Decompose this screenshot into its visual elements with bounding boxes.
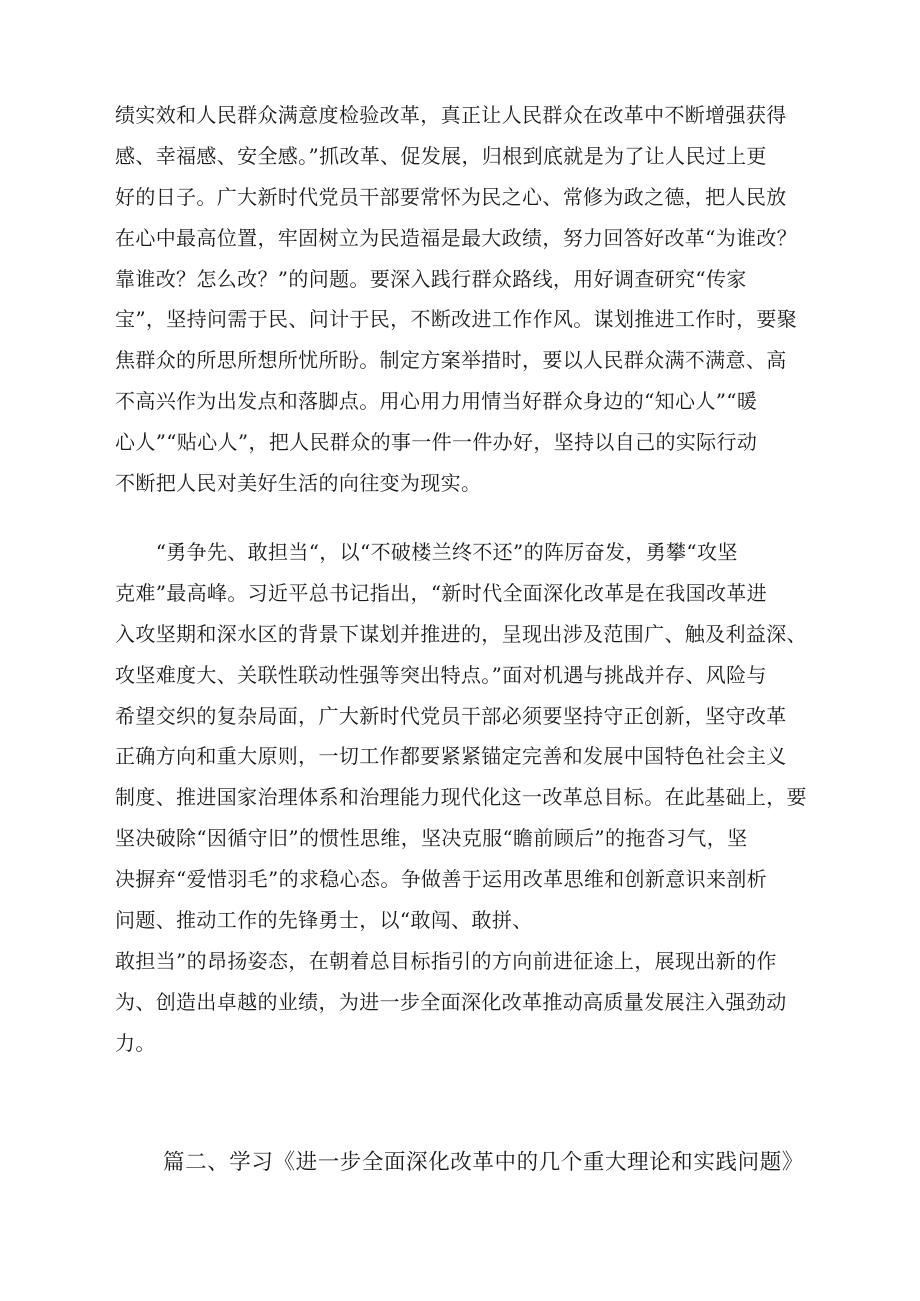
- text-line: 入攻坚期和深水区的背景下谋划并推进的，呈现出涉及范围广、触及利益深、: [115, 621, 807, 646]
- text-line: 希望交织的复杂局面，广大新时代党员干部必须要坚持守正创新，坚守改革: [115, 703, 787, 728]
- text-line: 坚决破除“因循守旧”的惯性思维，坚决克服“瞻前顾后”的拖沓习气，坚: [115, 826, 748, 851]
- text-line: 攻坚难度大、关联性联动性强等突出特点。”面对机遇与挑战并存、风险与: [115, 662, 767, 687]
- text-line: 为、创造出卓越的业绩，为进一步全面深化改革推动高质量发展注入强劲动: [115, 989, 787, 1014]
- paragraph-courage-to-lead: [115, 532, 835, 1064]
- section-heading: 篇二、学习《进一步全面深化改革中的几个重大理论和实践问题》: [163, 1150, 804, 1175]
- text-line: 感、幸福感、安全感。”抓改革、促发展，归根到底就是为了让人民过上更: [115, 143, 767, 168]
- text-line: 靠谁改？怎么改？”的问题。要深入践行群众路线，用好调查研究“传家: [115, 266, 747, 291]
- text-line: 问题、推动工作的先锋勇士，以“敢闯、敢拼、: [115, 908, 533, 933]
- text-line: 在心中最高位置，牢固树立为民造福是最大政绩，努力回答好改革“为谁改？: [115, 225, 798, 250]
- text-line: 好的日子。广大新时代党员干部要常怀为民之心、常修为政之德，把人民放: [115, 184, 787, 209]
- text-line: 力。: [115, 1030, 156, 1055]
- text-line: 宝”，坚持问需于民、问计于民，不断改进工作作风。谋划推进工作时，要聚: [115, 307, 798, 332]
- text-line: 决摒弃“爱惜羽毛”的求稳心态。争做善于运用改革思维和创新意识来剖析: [115, 867, 767, 892]
- text-line: 绩实效和人民群众满意度检验改革，真正让人民群众在改革中不断增强获得: [115, 103, 787, 127]
- text-line: 敢担当”的昂扬姿态，在朝着总目标指引的方向前进征途上，展现出新的作: [115, 948, 777, 973]
- text-line: 不高兴作为出发点和落脚点。用心用力用情当好群众身边的“知心人”“暖: [115, 389, 758, 414]
- text-line: 焦群众的所思所想所忧所盼。制定方案举措时，要以人民群众满不满意、高: [115, 348, 787, 373]
- text-line: 制度、推进国家治理体系和治理能力现代化这一改革总目标。在此基础上，要: [115, 785, 807, 810]
- text-line: 正确方向和重大原则，一切工作都要紧紧锚定完善和发展中国特色社会主义: [115, 744, 787, 769]
- paragraph-people-centered-reform: [115, 95, 835, 504]
- text-line: 克难”最高峰。习近平总书记指出，“新时代全面深化改革是在我国改革进: [115, 580, 767, 605]
- text-line: “勇争先、敢担当“，以“不破楼兰终不还”的阵厉奋发，勇攀“攻坚: [115, 540, 738, 564]
- text-line: 不断把人民对美好生活的向往变为现实。: [115, 471, 482, 496]
- text-line: 心人”“贴心人”，把人民群众的事一件一件办好，坚持以自己的实际行动: [115, 430, 758, 455]
